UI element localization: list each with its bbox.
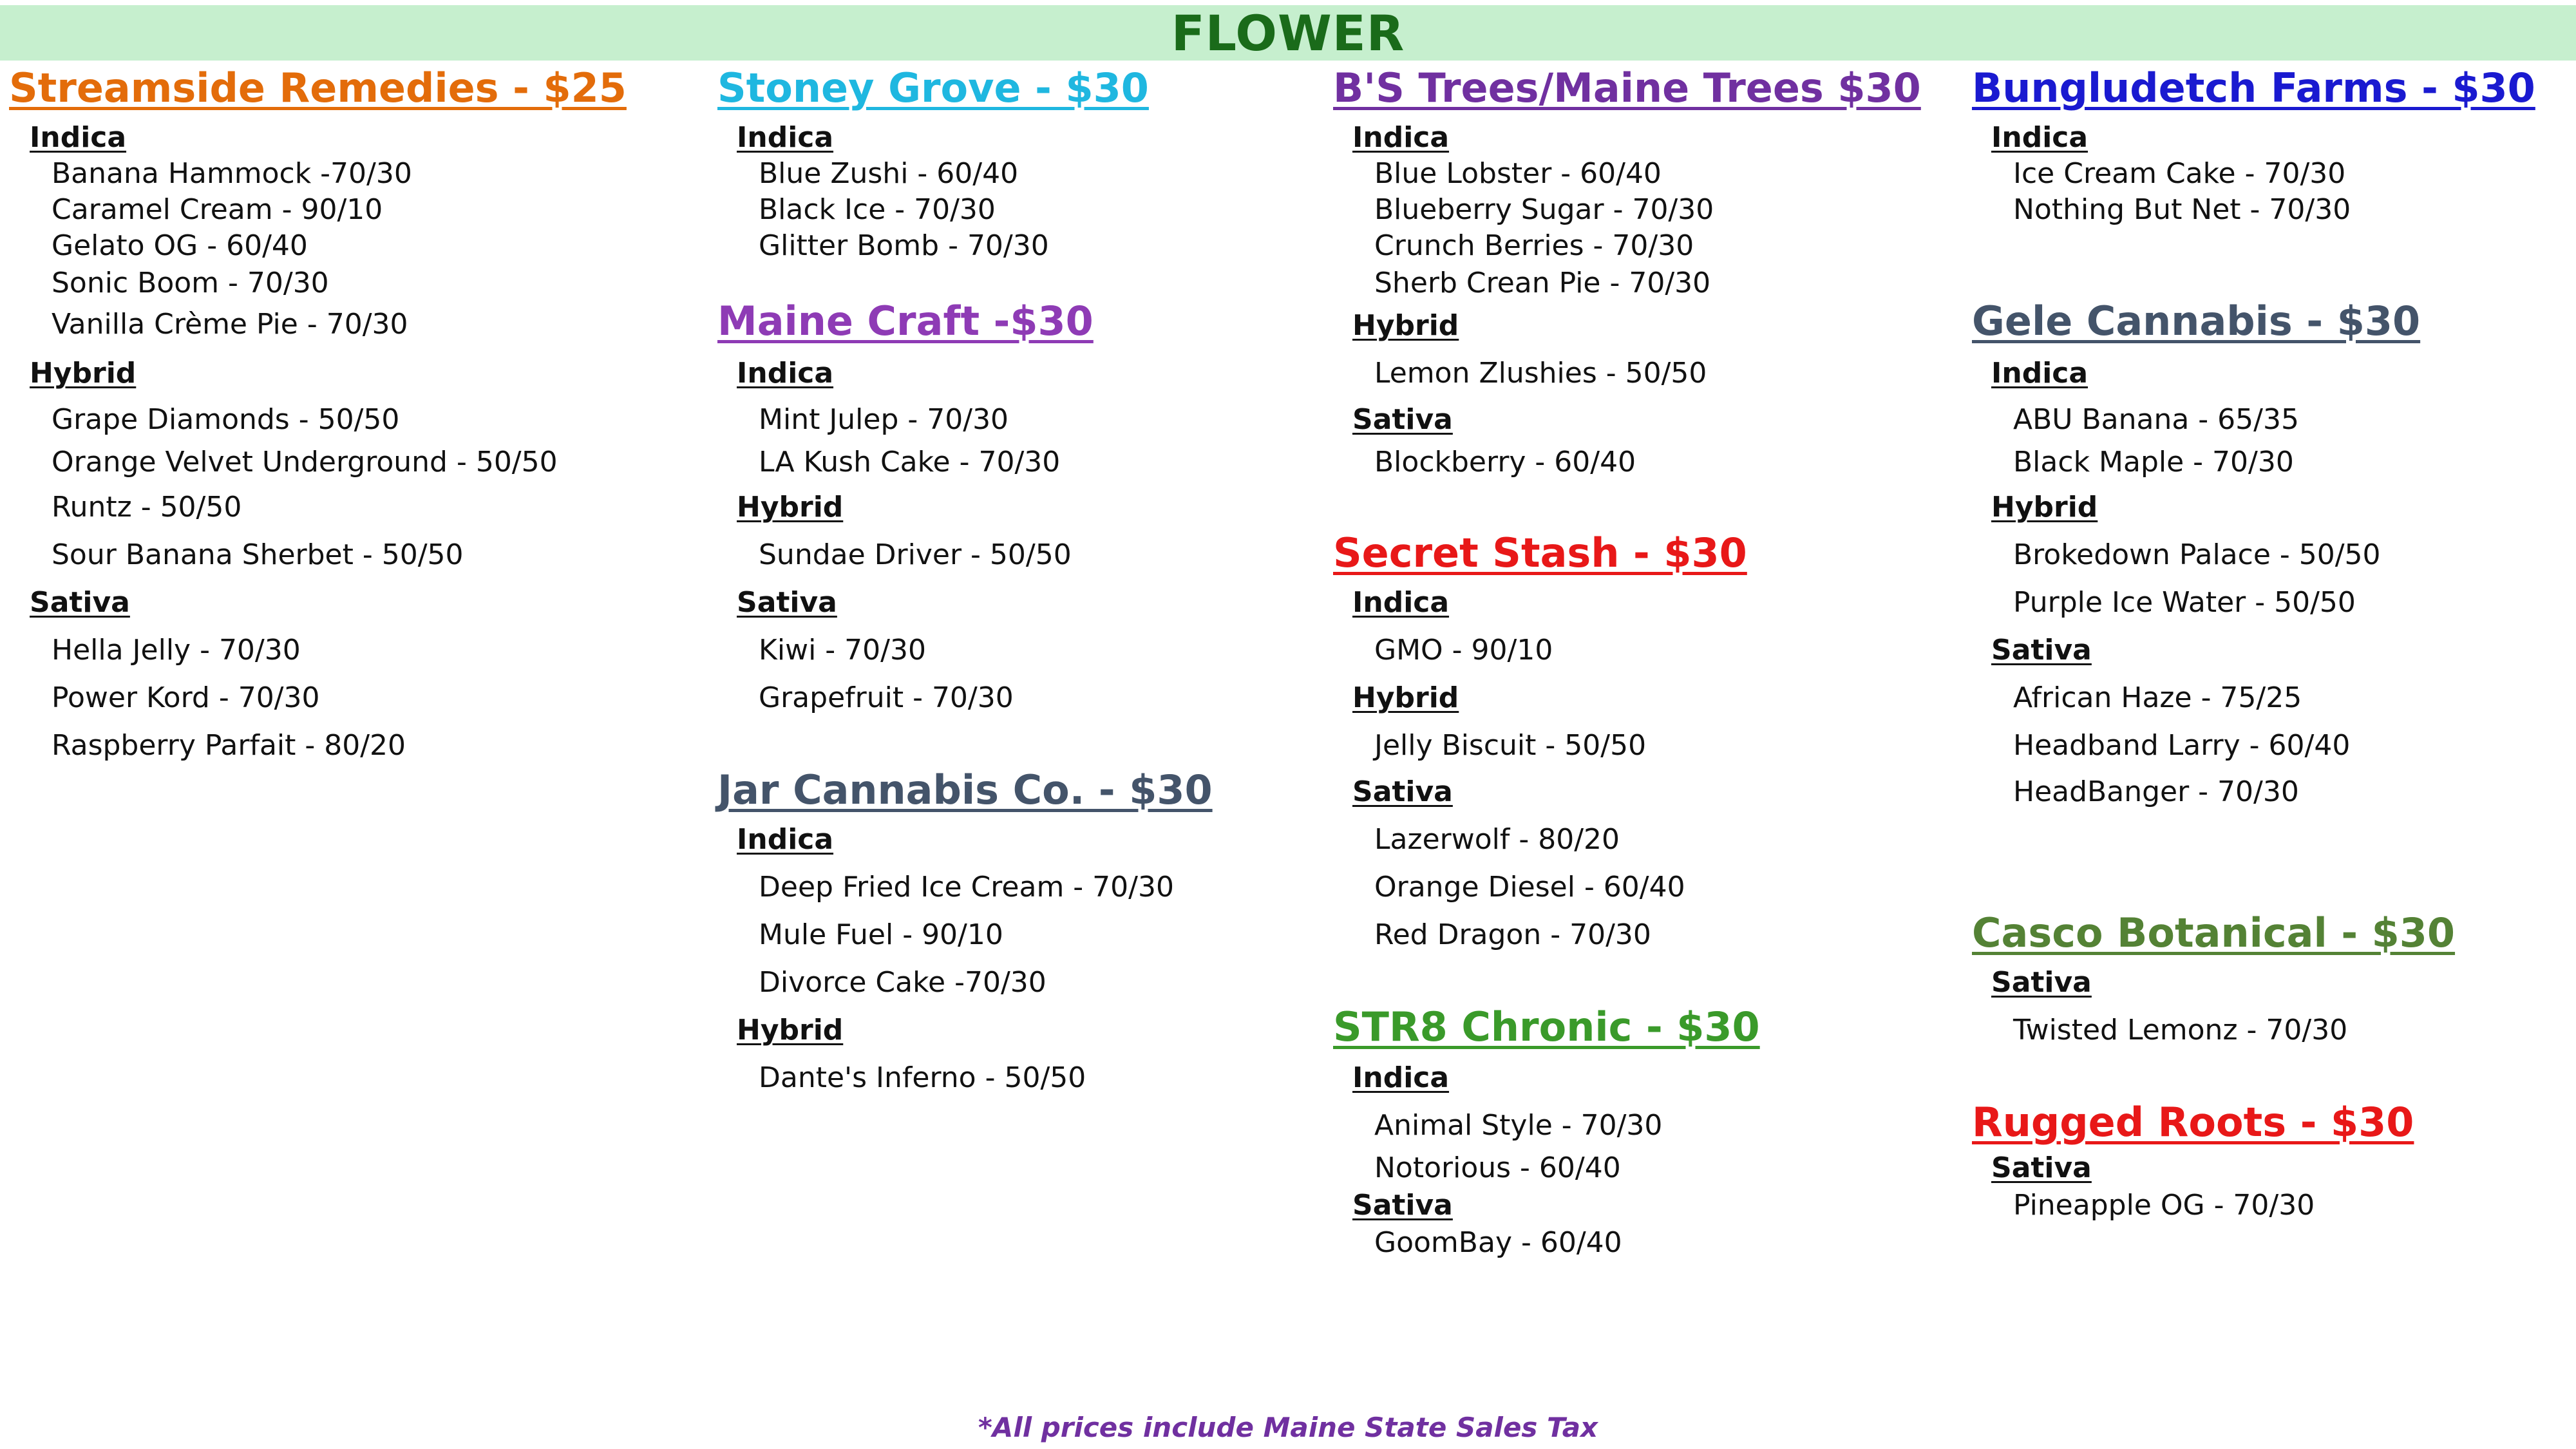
strain-item: Nothing But Net - 70/30: [2013, 193, 2351, 226]
strain-item: Pineapple OG - 70/30: [2013, 1189, 2315, 1222]
strain-item: Brokedown Palace - 50/50: [2013, 538, 2381, 571]
category-indica: Indica: [1991, 357, 2088, 390]
category-hybrid: Hybrid: [1352, 309, 1459, 342]
strain-item: Sour Banana Sherbet - 50/50: [52, 538, 464, 571]
category-indica: Indica: [737, 357, 834, 390]
category-sativa: Sativa: [1991, 966, 2092, 999]
category-hybrid: Hybrid: [1352, 681, 1459, 714]
brand-title-bs-trees: B'S Trees/Maine Trees $30: [1333, 64, 1921, 111]
category-hybrid: Hybrid: [737, 1014, 844, 1046]
strain-item: Twisted Lemonz - 70/30: [2013, 1014, 2348, 1046]
strain-item: Lazerwolf - 80/20: [1374, 823, 1620, 856]
brand-title-rugged-roots: Rugged Roots - $30: [1972, 1099, 2414, 1146]
strain-item: Power Kord - 70/30: [52, 681, 320, 714]
category-sativa: Sativa: [30, 586, 130, 619]
brand-title-maine-craft: Maine Craft -$30: [717, 298, 1094, 345]
footer-tax-note: *All prices include Maine State Sales Tax: [978, 1412, 1598, 1443]
strain-item: Orange Diesel - 60/40: [1374, 871, 1685, 904]
strain-item: Purple Ice Water - 50/50: [2013, 586, 2356, 619]
strain-item: Raspberry Parfait - 80/20: [52, 729, 406, 762]
strain-item: Jelly Biscuit - 50/50: [1374, 729, 1647, 762]
strain-item: Black Ice - 70/30: [759, 193, 996, 226]
title-bar: [0, 5, 2576, 61]
strain-item: Orange Velvet Underground - 50/50: [52, 446, 558, 478]
strain-item: Vanilla Crème Pie - 70/30: [52, 308, 408, 341]
strain-item: Mule Fuel - 90/10: [759, 918, 1003, 951]
strain-item: Animal Style - 70/30: [1374, 1109, 1663, 1142]
strain-item: Glitter Bomb - 70/30: [759, 229, 1049, 262]
strain-item: Black Maple - 70/30: [2013, 446, 2294, 478]
strain-item: Ice Cream Cake - 70/30: [2013, 157, 2346, 190]
strain-item: Blue Zushi - 60/40: [759, 157, 1019, 190]
strain-item: Divorce Cake -70/30: [759, 966, 1046, 999]
strain-item: Sundae Driver - 50/50: [759, 538, 1072, 571]
category-sativa: Sativa: [737, 586, 837, 619]
strain-item: African Haze - 75/25: [2013, 681, 2302, 714]
strain-item: Sherb Crean Pie - 70/30: [1374, 267, 1711, 299]
strain-item: Blockberry - 60/40: [1374, 446, 1636, 478]
page-title: FLOWER: [1171, 4, 1405, 62]
strain-item: Runtz - 50/50: [52, 491, 242, 524]
strain-item: Red Dragon - 70/30: [1374, 918, 1651, 951]
brand-title-str8-chronic: STR8 Chronic - $30: [1333, 1003, 1760, 1050]
strain-item: Dante's Inferno - 50/50: [759, 1061, 1086, 1094]
strain-item: Gelato OG - 60/40: [52, 229, 308, 262]
category-indica: Indica: [1352, 586, 1450, 619]
brand-title-jar-cannabis: Jar Cannabis Co. - $30: [717, 766, 1213, 813]
brand-title-bungludetch-farms: Bungludetch Farms - $30: [1972, 64, 2535, 111]
brand-title-gele-cannabis: Gele Cannabis - $30: [1972, 298, 2421, 345]
category-hybrid: Hybrid: [1991, 491, 2098, 524]
category-indica: Indica: [1352, 1061, 1450, 1094]
strain-item: Blueberry Sugar - 70/30: [1374, 193, 1714, 226]
strain-item: Banana Hammock -70/30: [52, 157, 412, 190]
category-hybrid: Hybrid: [30, 357, 137, 390]
category-sativa: Sativa: [1991, 634, 2092, 667]
category-sativa: Sativa: [1352, 403, 1453, 436]
strain-item: Deep Fried Ice Cream - 70/30: [759, 871, 1174, 904]
category-indica: Indica: [30, 121, 127, 154]
strain-item: Headband Larry - 60/40: [2013, 729, 2351, 762]
brand-title-stoney-grove: Stoney Grove - $30: [717, 64, 1149, 111]
strain-item: Hella Jelly - 70/30: [52, 634, 301, 667]
strain-item: ABU Banana - 65/35: [2013, 403, 2299, 436]
category-sativa: Sativa: [1991, 1151, 2092, 1184]
strain-item: HeadBanger - 70/30: [2013, 775, 2299, 808]
strain-item: LA Kush Cake - 70/30: [759, 446, 1061, 478]
strain-item: Sonic Boom - 70/30: [52, 267, 329, 299]
strain-item: Caramel Cream - 90/10: [52, 193, 383, 226]
category-indica: Indica: [737, 121, 834, 154]
brand-title-secret-stash: Secret Stash - $30: [1333, 529, 1747, 576]
strain-item: GoomBay - 60/40: [1374, 1226, 1622, 1259]
brand-title-casco-botanical: Casco Botanical - $30: [1972, 909, 2456, 956]
category-indica: Indica: [737, 823, 834, 856]
category-sativa: Sativa: [1352, 775, 1453, 808]
category-indica: Indica: [1352, 121, 1450, 154]
category-hybrid: Hybrid: [737, 491, 844, 524]
strain-item: Grape Diamonds - 50/50: [52, 403, 400, 436]
strain-item: Grapefruit - 70/30: [759, 681, 1014, 714]
strain-item: Blue Lobster - 60/40: [1374, 157, 1662, 190]
brand-title-streamside: Streamside Remedies - $25: [9, 64, 627, 111]
strain-item: Lemon Zlushies - 50/50: [1374, 357, 1707, 390]
strain-item: Mint Julep - 70/30: [759, 403, 1009, 436]
strain-item: GMO - 90/10: [1374, 634, 1553, 667]
category-sativa: Sativa: [1352, 1189, 1453, 1222]
strain-item: Notorious - 60/40: [1374, 1151, 1621, 1184]
strain-item: Kiwi - 70/30: [759, 634, 926, 667]
strain-item: Crunch Berries - 70/30: [1374, 229, 1694, 262]
category-indica: Indica: [1991, 121, 2088, 154]
